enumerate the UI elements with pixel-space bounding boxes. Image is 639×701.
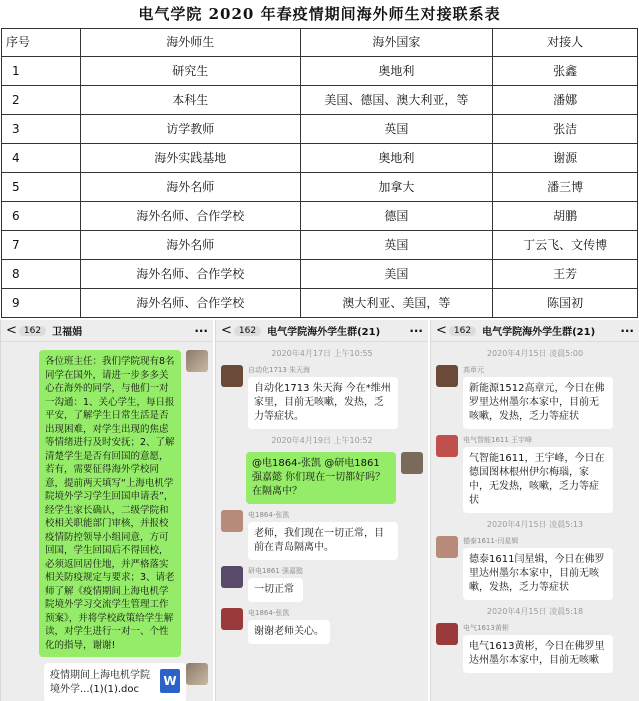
table-row bbox=[2, 260, 638, 289]
timestamp: 2020年4月19日 上午10:52 bbox=[271, 436, 373, 445]
sender-name: 电1864-张凯 bbox=[248, 609, 290, 617]
row-number: 7 bbox=[2, 231, 81, 260]
avatar[interactable] bbox=[436, 536, 458, 558]
contact-person-cell: 丁云飞、文传博 bbox=[493, 231, 638, 260]
unread-count-badge: 162 bbox=[234, 326, 261, 336]
overseas-member-cell: 研究生 bbox=[80, 57, 300, 86]
chat-header bbox=[1, 320, 213, 342]
avatar[interactable] bbox=[186, 350, 208, 372]
message-item bbox=[221, 365, 423, 429]
back-arrow-icon[interactable]: < bbox=[221, 323, 232, 338]
message-bubble[interactable]: 谢谢老师关心。 bbox=[248, 620, 330, 644]
file-message bbox=[6, 663, 208, 701]
bubble-wrap bbox=[248, 365, 398, 429]
column-header-overseas-members: 海外师生 bbox=[80, 29, 300, 57]
country-cell: 英国 bbox=[300, 115, 493, 144]
timestamp: 2020年4月15日 凌晨5:00 bbox=[486, 349, 584, 358]
message-list bbox=[431, 348, 639, 673]
overseas-member-cell: 海外名师 bbox=[80, 231, 300, 260]
back-arrow-icon[interactable]: < bbox=[6, 323, 17, 338]
country-cell: 英国 bbox=[300, 231, 493, 260]
table-row bbox=[2, 57, 638, 86]
column-header-contact-person: 对接人 bbox=[493, 29, 638, 57]
chat-title: 电气学院海外学生群(21) bbox=[482, 327, 596, 338]
chat-header bbox=[431, 320, 639, 342]
row-number: 5 bbox=[2, 173, 81, 202]
message-list bbox=[216, 348, 428, 644]
chat-title: 电气学院海外学生群(21) bbox=[267, 327, 381, 338]
chat-panel-group-a bbox=[215, 320, 428, 701]
message-bubble[interactable]: @电1864-张凯 @研电1861 强嘉懿 你们现在一切都好吗？在隔离中？ bbox=[246, 452, 396, 504]
document-title: 电气学院 2020 年春疫情期间海外师生对接联系表 bbox=[138, 5, 501, 23]
overseas-member-cell: 海外名师、合作学校 bbox=[80, 260, 300, 289]
contact-person-cell: 潘娜 bbox=[493, 86, 638, 115]
country-cell: 澳大利亚、美国，等 bbox=[300, 289, 493, 318]
bubble-wrap bbox=[246, 452, 396, 504]
message-bubble[interactable]: 老师，我们现在一切正常，目前在青岛隔离中。 bbox=[248, 522, 398, 560]
table-row bbox=[2, 202, 638, 231]
message-item bbox=[221, 452, 423, 504]
word-document-icon: W bbox=[160, 669, 180, 693]
bubble-wrap bbox=[248, 566, 303, 602]
contact-person-cell: 陈国初 bbox=[493, 289, 638, 318]
avatar[interactable] bbox=[221, 608, 243, 630]
bubble-wrap bbox=[463, 536, 613, 600]
unread-count-badge: 162 bbox=[449, 326, 476, 336]
message-bubble[interactable]: 自动化1713 朱天海 今在*维州家里，目前无咳嗽，发热，乏力等症状。 bbox=[248, 377, 398, 429]
row-number: 6 bbox=[2, 202, 81, 231]
row-number: 9 bbox=[2, 289, 81, 318]
sender-name: 德泰1611-闫星辑 bbox=[463, 537, 519, 545]
table-row bbox=[2, 86, 638, 115]
sender-name: 电气智能1611 王宇峰 bbox=[463, 436, 533, 444]
message-item bbox=[436, 536, 634, 600]
table-row bbox=[2, 289, 638, 318]
overseas-member-cell: 海外实践基地 bbox=[80, 144, 300, 173]
message-item bbox=[221, 608, 423, 644]
more-options-icon[interactable]: ··· bbox=[620, 323, 634, 338]
message-item bbox=[6, 350, 208, 657]
bubble-wrap bbox=[463, 435, 613, 513]
message-item bbox=[436, 365, 634, 429]
message-item bbox=[221, 566, 423, 602]
bubble-wrap bbox=[248, 608, 330, 644]
chat-title: 卫福娟 bbox=[52, 327, 83, 338]
unread-count-badge: 162 bbox=[19, 326, 46, 336]
overseas-member-cell: 海外名师、合作学校 bbox=[80, 202, 300, 231]
file-card[interactable] bbox=[44, 663, 186, 701]
bubble-wrap bbox=[463, 365, 613, 429]
back-arrow-icon[interactable]: < bbox=[436, 323, 447, 338]
avatar[interactable] bbox=[221, 365, 243, 387]
chat-header bbox=[216, 320, 428, 342]
avatar[interactable] bbox=[221, 510, 243, 532]
overseas-member-cell: 海外名师、合作学校 bbox=[80, 289, 300, 318]
sender-name: 高章元 bbox=[463, 366, 484, 374]
file-name: 疫情期间上海电机学院境外学...(1)(1).doc bbox=[50, 670, 150, 695]
sender-name: 电1864-张凯 bbox=[248, 511, 290, 519]
avatar[interactable] bbox=[221, 566, 243, 588]
table-body bbox=[2, 57, 638, 318]
avatar[interactable] bbox=[436, 435, 458, 457]
contact-person-cell: 谢源 bbox=[493, 144, 638, 173]
sender-name: 电气1613黄彬 bbox=[463, 624, 509, 632]
message-item bbox=[221, 510, 423, 560]
table-row bbox=[2, 173, 638, 202]
table-row bbox=[2, 115, 638, 144]
message-item bbox=[436, 435, 634, 513]
overseas-member-cell: 本科生 bbox=[80, 86, 300, 115]
column-header-number: 序号 bbox=[2, 29, 81, 57]
message-list bbox=[1, 350, 213, 701]
table-header-row bbox=[2, 29, 638, 57]
country-cell: 美国 bbox=[300, 260, 493, 289]
contact-person-cell: 张鑫 bbox=[493, 57, 638, 86]
bubble-wrap bbox=[463, 623, 613, 673]
message-bubble[interactable]: 一切正常 bbox=[248, 578, 303, 602]
row-number: 8 bbox=[2, 260, 81, 289]
more-options-icon[interactable]: ··· bbox=[194, 323, 208, 338]
message-bubble[interactable]: 德泰1611闫星辑，今日在佛罗里达州墨尔本家中，目前无咳嗽，发热，乏力等症状 bbox=[463, 548, 613, 600]
contact-person-cell: 张洁 bbox=[493, 115, 638, 144]
avatar[interactable] bbox=[401, 452, 423, 474]
message-bubble[interactable]: 各位班主任：我们学院现有8名同学在国外，请进一步多多关心在海外的同学，与他们一对一沟通：1、关心学生，每日报平安，了解学生日常生活是否出现困难，对学生出现的焦虑等情绪进行及时安抚；2、了解清楚学生是否有回国的意愿，若有，需要征得海外学校同意，提前两天填写“上海电机学院境外学习学生回国申请表”，经学生家长确认，二级学院和校相关职能部门审核，并报校疫情防控领导小组同意，方可回国，学生回国后不得回校，必须返回居住地，并严格落实相关防疫规定与要求；3、请老师了解《疫情期间上海电机学院境外学习交流学生管理工作预案》，并将学校政策给学生解读，对学生进行一对一、个性化的指导，谢谢! bbox=[39, 350, 181, 657]
more-options-icon[interactable]: ··· bbox=[409, 323, 423, 338]
message-bubble[interactable]: 气智能1611，王宇峰，今日在德国图林根州伊尔梅瑙，家中，无发热，咳嗽，乏力等症状 bbox=[463, 447, 613, 513]
sender-name: 研电1861 强嘉懿 bbox=[248, 567, 304, 575]
country-cell: 加拿大 bbox=[300, 173, 493, 202]
country-cell: 德国 bbox=[300, 202, 493, 231]
chat-panel-private bbox=[0, 320, 213, 701]
timestamp: 2020年4月17日 上午10:55 bbox=[271, 349, 373, 358]
message-bubble[interactable]: 电气1613黄彬，今日在佛罗里达州墨尔本家中，目前无咳嗽 bbox=[463, 635, 613, 673]
row-number: 4 bbox=[2, 144, 81, 173]
row-number: 3 bbox=[2, 115, 81, 144]
table-row bbox=[2, 231, 638, 260]
avatar[interactable] bbox=[436, 623, 458, 645]
overseas-member-cell: 访学教师 bbox=[80, 115, 300, 144]
contact-person-cell: 潘三博 bbox=[493, 173, 638, 202]
timestamp: 2020年4月15日 凌晨5:18 bbox=[486, 607, 584, 616]
table-row bbox=[2, 144, 638, 173]
country-cell: 奥地利 bbox=[300, 144, 493, 173]
column-header-country: 海外国家 bbox=[300, 29, 493, 57]
avatar[interactable] bbox=[186, 663, 208, 685]
overseas-member-cell: 海外名师 bbox=[80, 173, 300, 202]
message-item bbox=[436, 623, 634, 673]
country-cell: 美国、德国、澳大利亚，等 bbox=[300, 86, 493, 115]
timestamp: 2020年4月15日 凌晨5:13 bbox=[486, 520, 584, 529]
country-cell: 奥地利 bbox=[300, 57, 493, 86]
chat-panel-group-b bbox=[430, 320, 639, 701]
sender-name: 自动化1713 朱天海 bbox=[248, 366, 311, 374]
bubble-wrap bbox=[39, 350, 181, 657]
contact-person-cell: 王芳 bbox=[493, 260, 638, 289]
row-number: 2 bbox=[2, 86, 81, 115]
message-bubble[interactable]: 新能源1512高章元，今日在佛罗里达州墨尔本家中，目前无咳嗽，发热，乏力等症状 bbox=[463, 377, 613, 429]
contact-table bbox=[1, 28, 638, 318]
contact-person-cell: 胡鹏 bbox=[493, 202, 638, 231]
bubble-wrap bbox=[248, 510, 398, 560]
row-number: 1 bbox=[2, 57, 81, 86]
avatar[interactable] bbox=[436, 365, 458, 387]
